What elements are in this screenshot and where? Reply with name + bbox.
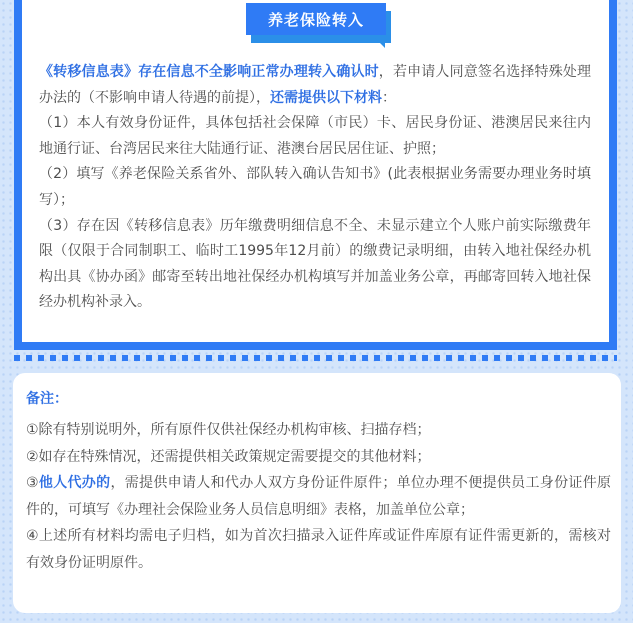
top-card-content [22, 0, 609, 342]
note-item-2: ②如存在特殊情况，还需提供相关政策规定需要提交的其他材料； [26, 448, 431, 465]
intro-highlight-condition: 《转移信息表》存在信息不全影响正常办理转入确认时 [39, 64, 379, 80]
note-item-4: ④上述所有材料均需电子归档，如为首次扫描录入证件库或证件库原有证件需更新的，需核对有效身份证明原件。 [26, 528, 611, 571]
dashed-divider [14, 355, 617, 361]
note-item-3-highlight: 他人代办的 [38, 475, 111, 491]
banner-tail-decoration [375, 38, 385, 48]
paragraph-item-3: （3）存在因《转移信息表》历年缴费明细信息不全、未显示建立个人账户前实际缴费年限（仅限于合同制职工、临时工1995年12月前）的缴费记录明细，由转入地社保经办机构出具《协办函》邮寄至转出地社保经办机构填写并加盖业务公章，再邮寄回转入地社保经办机构补录入。 [39, 217, 591, 311]
note-item-3 [26, 470, 611, 523]
intro-highlight-materials: 还需提供以下材料 [270, 89, 382, 106]
top-card [14, 0, 617, 350]
intro-colon: ： [382, 89, 396, 106]
note-item-3-marker: ③ [26, 475, 39, 491]
banner-tick-decoration-icon: // [233, 34, 240, 45]
notes-card [13, 373, 621, 613]
paragraph-item-2: （2）填写《养老保险关系省外、部队转入确认告知书》(此表根据业务需要办理业务时填写）； [39, 166, 591, 208]
note-item-3-text: ，需提供申请人和代办人双方身份证件原件；单位办理不便提供员工身份证件原件的，可填写《办理社会保险业务人员信息明细》表格，加盖单位公章； [26, 475, 612, 518]
notes-title: 备注： [26, 391, 68, 407]
paragraph-item-1: （1）本人有效身份证件，具体包括社会保障（市民）卡、居民身份证、港澳居民来往内地通行证、台湾居民来往大陆通行证、港澳台居民居住证、护照； [39, 115, 591, 157]
section-banner: 养老保险转入 [246, 3, 386, 35]
note-item-1: ①除有特别说明外，所有原件仅供社保经办机构审核、扫描存档； [26, 422, 431, 438]
paragraph-intro [39, 60, 591, 111]
intro-text: ，若申请人同意签名选择特殊处理办法的（不影响申请人待遇的前提）， [39, 64, 592, 106]
